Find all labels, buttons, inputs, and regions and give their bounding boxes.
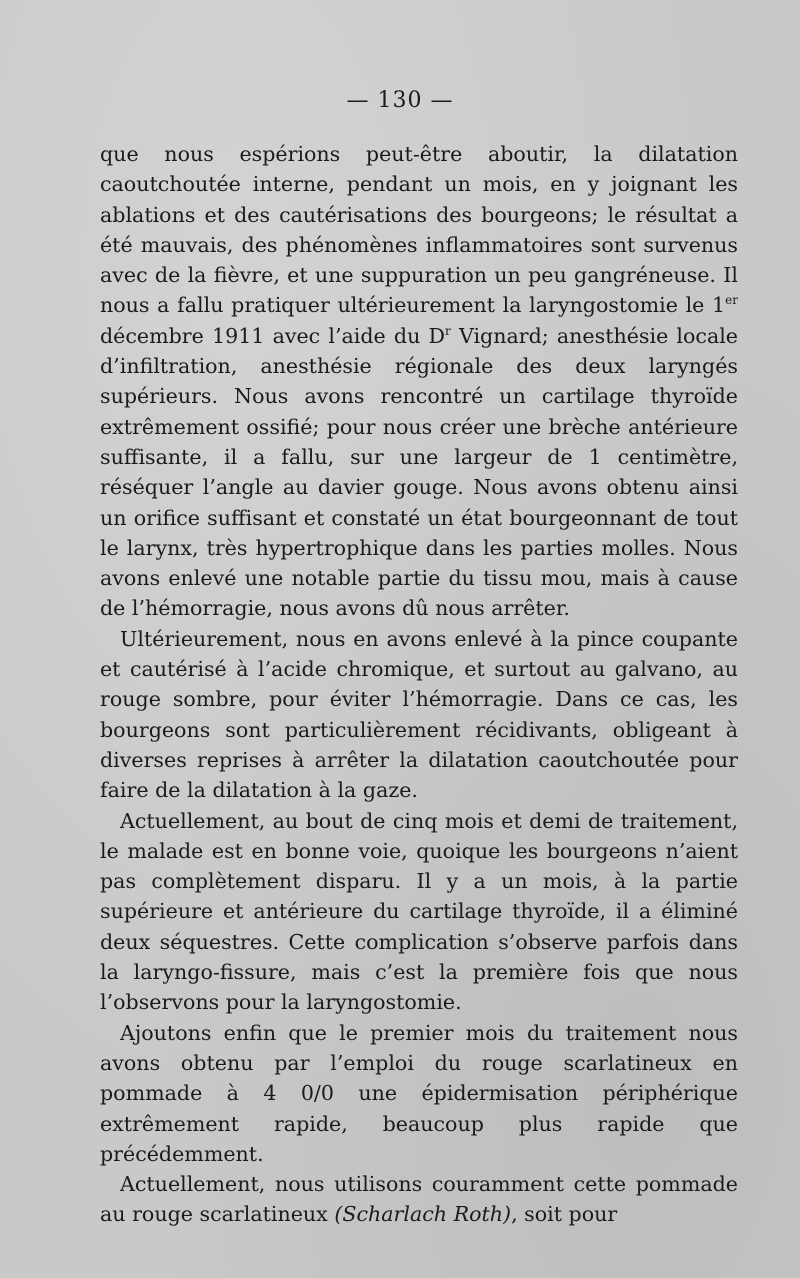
paragraph-5 [100, 1169, 738, 1230]
paragraph-1 [100, 139, 738, 624]
day-number: 1 [712, 293, 726, 318]
paragraph-1-text-c: Vignard; anesthésie locale d’infiltration, anesthésie régionale des deux laryngés supérieurs. Nous avons rencontré un cartilage thyroïde extrêmement ossifié; pour nous créer une brèche antérieure suffisante, il a fallu, sur une largeur de 1 centimètre, réséquer l’angle au davier gouge. Nous avons obtenu ainsi un orifice suffisant et constaté un état bourgeonnant de tout le larynx, très hypertrophique dans les parties molles. Nous avons enlevé une notable partie du tissu mou, mais à cause de l’hémorragie, nous avons dû nous arrêter. [100, 323, 738, 621]
paragraph-2: Ultérieurement, nous en avons enlevé à la pince coupante et cautérisé à l’acide chromique, et surtout au galvano, au rouge sombre, pour éviter l’hémorragie. Dans ce cas, les bourgeons sont particulièrement récidivants, obligeant à diverses reprises à arrêter la dilatation caoutchoutée pour faire de la dilatation à la gaze. [100, 626, 738, 803]
page-number: — 130 — [346, 88, 454, 113]
paragraph-3: Actuellement, au bout de cinq mois et demi de traitement, le malade est en bonne voie, quoique les bourgeons n’aient pas complètement disparu. Il y a un mois, à la partie supérieure et antérieure du cartilage thyroïde, il a éliminé deux séquestres. Cette complication s’observe parfois dans la laryngo-fissure, mais c’est la première fois que nous l’observons pour la laryngostomie. [100, 808, 738, 1015]
superscript-er: er [725, 293, 738, 308]
paragraph-1-text: que nous espérions peut-être aboutir, la dilatation caoutchoutée interne, pendant un mois, en y joignant les ablations et des cautérisations des bourgeons; le résultat a été mauvais, des phénomènes inflammatoires sont survenus avec de la fièvre, et une suppuration un peu gangréneuse. Il nous a fallu pratiquer ultérieurement la laryngostomie le [100, 142, 738, 318]
paragraph-5-text: Actuellement, nous utilisons couramment cette pommade au rouge scarlatineux [100, 1172, 738, 1227]
body-text [100, 139, 738, 1230]
paragraph-5-text-b: , soit pour [511, 1202, 618, 1227]
paragraph-1-text-b: décembre 1911 avec l’aide du D [100, 323, 446, 348]
italic-term: (Scharlach Roth) [334, 1202, 512, 1227]
paragraph-4: Ajoutons enfin que le premier mois du traitement nous avons obtenu par l’emploi du rouge scarlatineux en pommade à 4 0/0 une épidermisation périphérique extrêmement rapide, beaucoup plus rapide que précédemment. [100, 1020, 738, 1166]
superscript-r: r [445, 323, 451, 338]
